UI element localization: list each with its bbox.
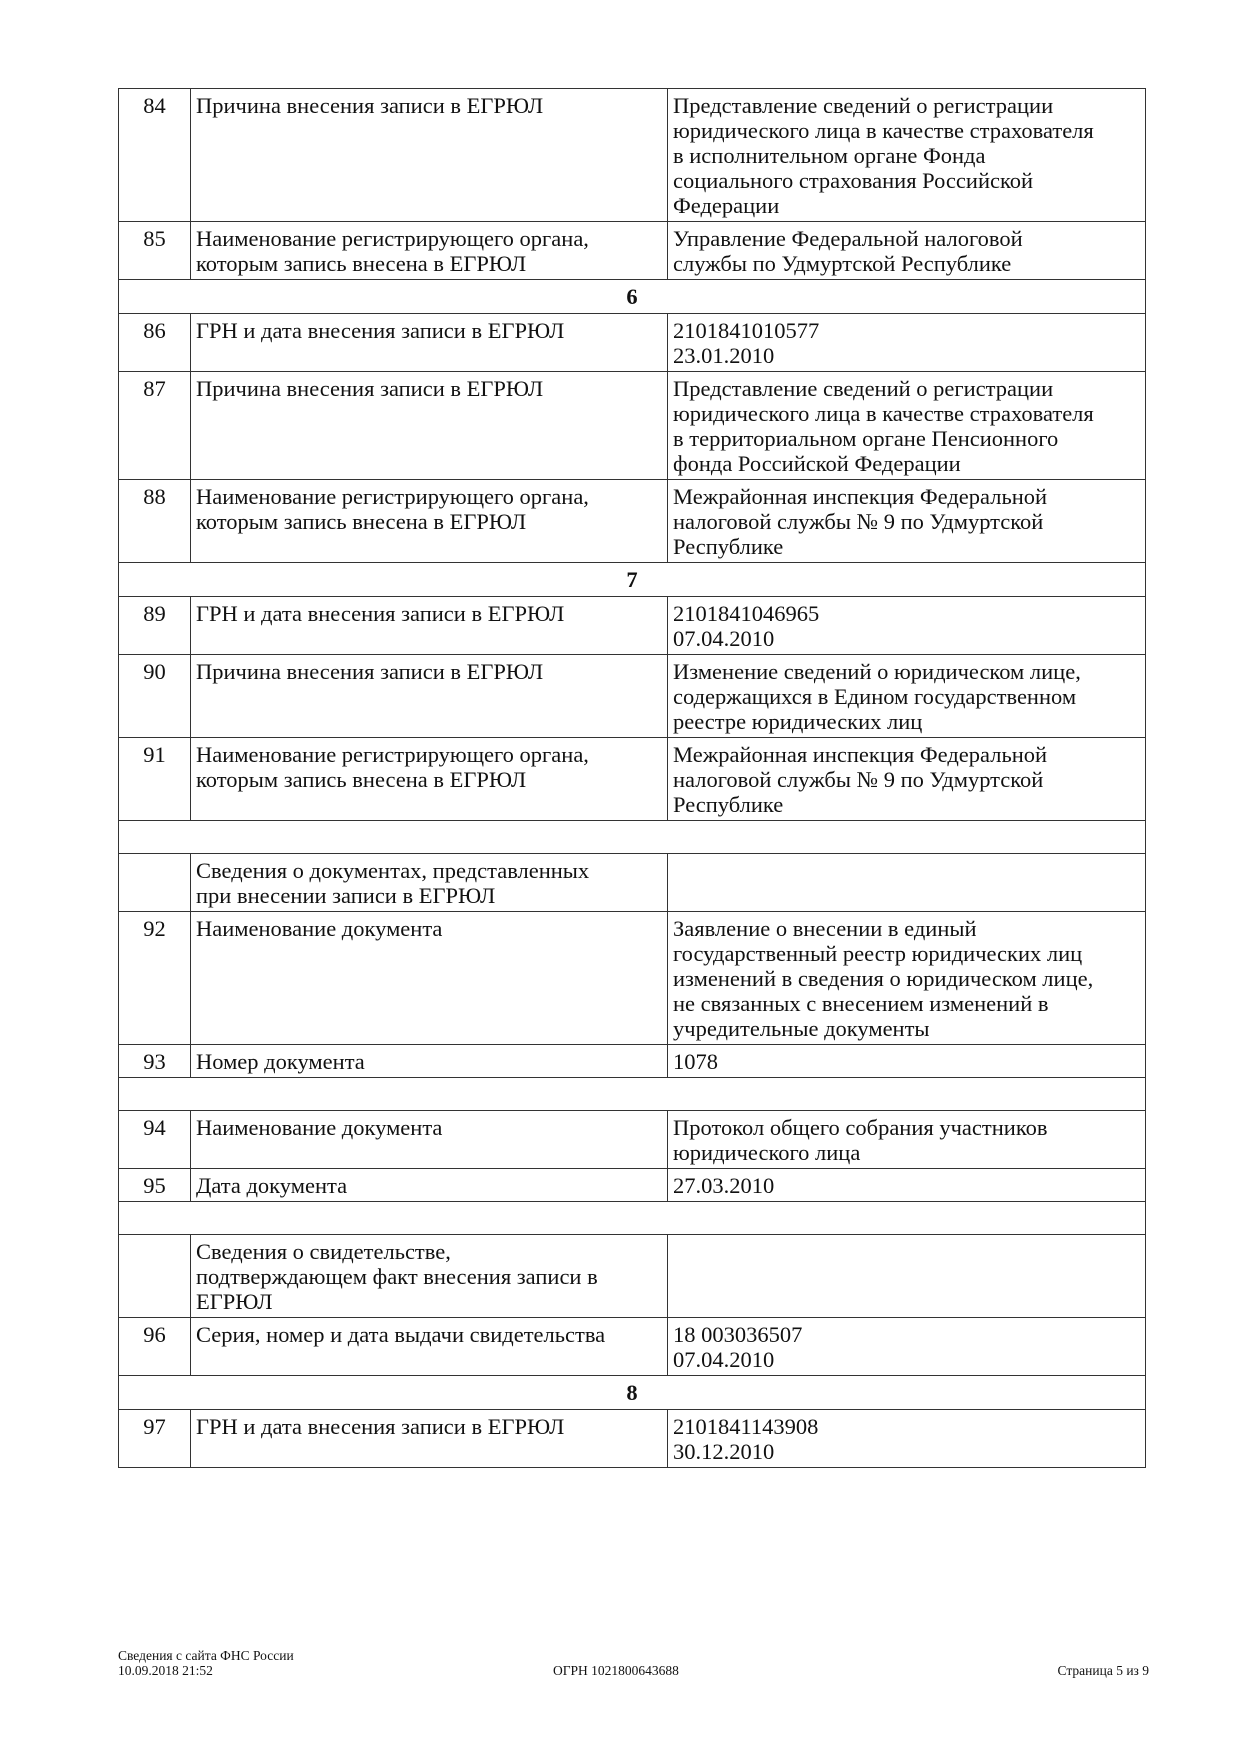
blank-row: [119, 1202, 1146, 1235]
row-label: Дата документа: [191, 1169, 668, 1202]
blank-cell: [119, 1202, 1146, 1235]
section-number: 8: [119, 1376, 1146, 1410]
row-number: 87: [119, 372, 191, 480]
row-value: 18 003036507 07.04.2010: [668, 1318, 1146, 1376]
table-row: [119, 1045, 1146, 1078]
footer-datetime: 10.09.2018 21:52: [118, 1663, 213, 1678]
blank-cell: [119, 821, 1146, 854]
row-number: 88: [119, 480, 191, 563]
section-number: 6: [119, 280, 1146, 314]
blank-cell: [119, 1078, 1146, 1111]
row-value: 2101841046965 07.04.2010: [668, 597, 1146, 655]
egrul-records-table: [118, 88, 1146, 1468]
row-number: 86: [119, 314, 191, 372]
footer-page-number: Страница 5 из 9: [1057, 1663, 1149, 1678]
section-number: 7: [119, 563, 1146, 597]
table-row: [119, 1318, 1146, 1376]
row-label: Наименование документа: [191, 1111, 668, 1169]
row-label: Причина внесения записи в ЕГРЮЛ: [191, 89, 668, 222]
row-value: 27.03.2010: [668, 1169, 1146, 1202]
row-label: Наименование регистрирующего органа, которым запись внесена в ЕГРЮЛ: [191, 222, 668, 280]
table-row: [119, 912, 1146, 1045]
table-row: [119, 1410, 1146, 1468]
row-number: 94: [119, 1111, 191, 1169]
row-value: Межрайонная инспекция Федеральной налоговой службы № 9 по Удмуртской Республике: [668, 738, 1146, 821]
row-value: Межрайонная инспекция Федеральной налоговой службы № 9 по Удмуртской Республике: [668, 480, 1146, 563]
row-number: 92: [119, 912, 191, 1045]
row-number: 95: [119, 1169, 191, 1202]
section-row: [119, 1376, 1146, 1410]
row-label: Серия, номер и дата выдачи свидетельства: [191, 1318, 668, 1376]
table-row: [119, 222, 1146, 280]
row-value: Протокол общего собрания участников юридического лица: [668, 1111, 1146, 1169]
table-row: [119, 1235, 1146, 1318]
row-value: 1078: [668, 1045, 1146, 1078]
row-number: 93: [119, 1045, 191, 1078]
row-value: Управление Федеральной налоговой службы по Удмуртской Республике: [668, 222, 1146, 280]
table-row: [119, 1111, 1146, 1169]
footer-source: Сведения с сайта ФНС России: [118, 1648, 294, 1663]
row-label: Причина внесения записи в ЕГРЮЛ: [191, 372, 668, 480]
table-row: [119, 655, 1146, 738]
table-row: [119, 314, 1146, 372]
table-row: [119, 372, 1146, 480]
table-row: [119, 480, 1146, 563]
row-number: 90: [119, 655, 191, 738]
row-value: 2101841143908 30.12.2010: [668, 1410, 1146, 1468]
row-number: 89: [119, 597, 191, 655]
table-row: [119, 738, 1146, 821]
row-label: Наименование регистрирующего органа, которым запись внесена в ЕГРЮЛ: [191, 738, 668, 821]
section-row: [119, 563, 1146, 597]
row-value: Заявление о внесении в единый государственный реестр юридических лиц изменений в сведения о юридическом лице, не связанных с внесением изменений в учредительные документы: [668, 912, 1146, 1045]
table-row: [119, 89, 1146, 222]
row-label: Наименование регистрирующего органа, которым запись внесена в ЕГРЮЛ: [191, 480, 668, 563]
table-row: [119, 597, 1146, 655]
table-row: [119, 854, 1146, 912]
row-number: 97: [119, 1410, 191, 1468]
row-value: [668, 854, 1146, 912]
row-value: Изменение сведений о юридическом лице, содержащихся в Едином государственном реестре юридических лиц: [668, 655, 1146, 738]
row-label: ГРН и дата внесения записи в ЕГРЮЛ: [191, 597, 668, 655]
row-number: [119, 854, 191, 912]
row-number: 84: [119, 89, 191, 222]
row-value: 2101841010577 23.01.2010: [668, 314, 1146, 372]
table-row: [119, 1169, 1146, 1202]
row-label: Причина внесения записи в ЕГРЮЛ: [191, 655, 668, 738]
blank-row: [119, 821, 1146, 854]
row-label: ГРН и дата внесения записи в ЕГРЮЛ: [191, 1410, 668, 1468]
row-label: Номер документа: [191, 1045, 668, 1078]
row-number: 96: [119, 1318, 191, 1376]
footer-source-block: [118, 1648, 294, 1678]
row-value: [668, 1235, 1146, 1318]
row-value: Представление сведений о регистрации юридического лица в качестве страхователя в территориальном органе Пенсионного фонда Российской Федерации: [668, 372, 1146, 480]
row-label: Сведения о свидетельстве, подтверждающем факт внесения записи в ЕГРЮЛ: [191, 1235, 668, 1318]
row-number: 91: [119, 738, 191, 821]
footer-ogrn: ОГРН 1021800643688: [553, 1663, 679, 1678]
row-number: [119, 1235, 191, 1318]
row-label: Наименование документа: [191, 912, 668, 1045]
table-body: [119, 89, 1146, 1468]
blank-row: [119, 1078, 1146, 1111]
section-row: [119, 280, 1146, 314]
row-value: Представление сведений о регистрации юридического лица в качестве страхователя в исполнительном органе Фонда социального страхования Российской Федерации: [668, 89, 1146, 222]
row-label: Сведения о документах, представленных при внесении записи в ЕГРЮЛ: [191, 854, 668, 912]
row-label: ГРН и дата внесения записи в ЕГРЮЛ: [191, 314, 668, 372]
row-number: 85: [119, 222, 191, 280]
